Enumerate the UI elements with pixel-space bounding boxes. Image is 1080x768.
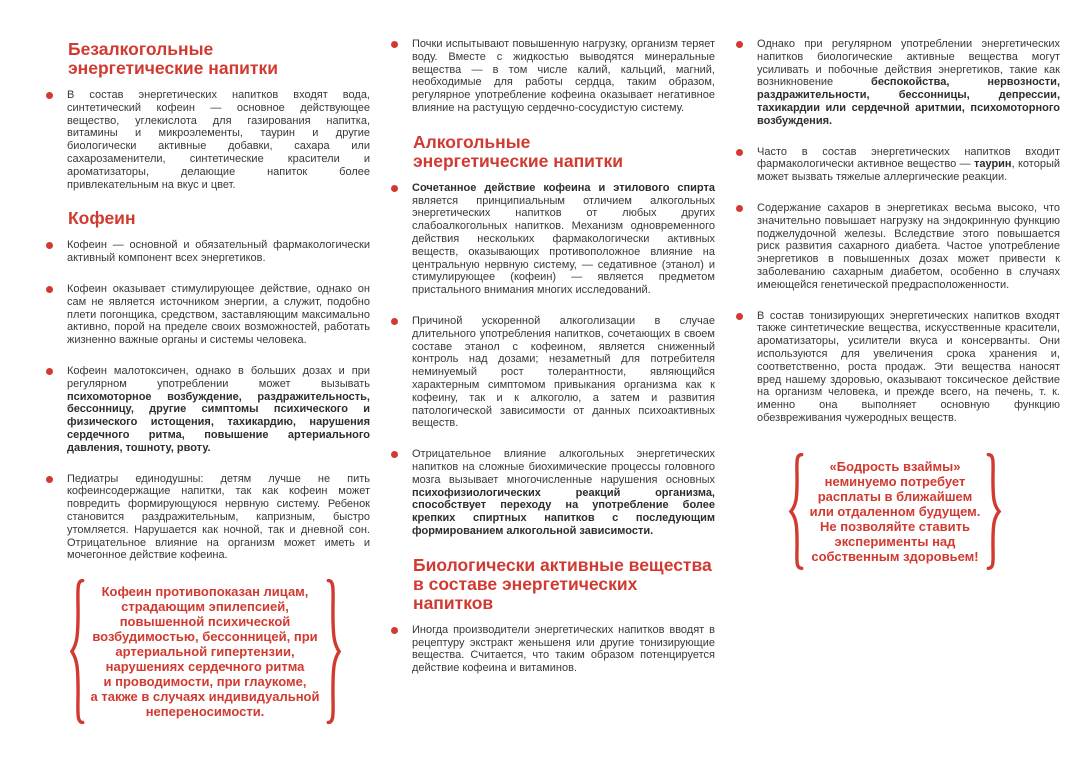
bullet-paragraph [730,202,1060,292]
callout-text: Кофеин противопоказан лицам, страдающим эпилепсией, повышенной психической возбудимостью, бессонницей, при артериальной гипертензии, нарушениях сердечного ритма и проводимости, при глаукоме, а также в случаях индивидуальной непереносимости. [90,584,320,720]
paragraph-text [757,146,1060,184]
callout-text: «Бодрость взаймы» неминуемо потребует расплаты в ближайшем или отдаленном будущем. Не позволяйте ставить эксперименты над собственным здоровьем! [809,458,981,564]
red-dot-icon [736,41,743,48]
paragraph-run: Кофеин — основной и обязательный фармакологически активный компонент всех энергетиков. [67,239,370,265]
red-dot-icon [391,627,398,634]
bullet-paragraph [385,624,715,675]
curly-brace-icon [68,576,85,727]
red-dot-icon [736,205,743,212]
paragraph-bold-run: таурин [973,158,1012,171]
paragraph-run: Однако при регулярном употреблении энергетических напитков биологические активные вещества могут усиливать и побочные действия энергетиков, такие как возникновение [757,38,1060,89]
bullet-paragraph [730,146,1060,184]
paragraph-bold-run: психофизиологических реакций организма, способствует переходу на употребление более крепких спиртных напитков с последующим формированием алкогольной зависимости. [412,486,715,537]
red-dot-icon [736,313,743,320]
red-dot-icon [391,318,398,325]
paragraph-run: Отрицательное влияние алкогольных энергетических напитков на сложные биохимические процессы головного мозга вызывает многочисленные нарушения основных [412,448,715,486]
paragraph-run: Кофеин оказывает стимулирующее действие, однако он сам не является источником энергии, а служит, подобно плети погонщика, средством, заставляющим максимально активно, порой на пределе своих возможностей, работать жизненно важные органы и системы человека. [67,282,370,347]
red-dot-icon [46,476,53,483]
paragraph-text [412,182,715,297]
red-dot-icon [46,92,53,99]
section-heading: Безалкогольные энергетические напитки [68,39,278,78]
red-dot-icon [391,451,398,458]
paragraph-run: Кофеин малотоксичен, однако в больших дозах и при регулярном употреблении может вызывать [67,364,370,390]
bullet-paragraph [40,239,370,265]
paragraph-run: Иногда производители энергетических напитков вводят в рецептуру экстракт женьшеня или другие тонизирующие вещества. Считается, что таким образом потенцируется действие кофеина и витаминов. [412,623,715,675]
paragraph-text [412,38,715,115]
paragraph-text [412,315,715,430]
paragraph-text [67,283,370,347]
red-dot-icon [391,185,398,192]
bullet-paragraph [40,89,370,191]
red-dot-icon [736,149,743,156]
section-heading: Кофеин [68,208,136,229]
paragraph-text [67,239,370,265]
paragraph-text [67,89,370,191]
paragraph-text [412,448,715,538]
curly-brace-icon [986,451,1003,572]
callout-box [730,455,1060,568]
red-dot-icon [46,286,53,293]
paragraph-bold-run: психомоторное возбуждение, раздражительность, бессонницу, другие симптомы психического и физического истощения, тахикардию, нарушения сердечного ритма, повышение артериального давления, тошноту, рвоту. [67,390,370,454]
bullet-paragraph [40,365,370,455]
section-heading: Алкогольные энергетические напитки [413,131,623,171]
bullet-paragraph [40,283,370,347]
paragraph-text [757,38,1060,128]
bullet-paragraph [385,182,715,297]
paragraph-run: является принципиальным отличием алкогольных энергетических напитков от любых других слабоалкогольных напитков. Механизм одновременного действия нескольких фармакологически активных веществ, оказывающих противоположное влияние на центральную нервную систему, — седативное (этанол) и стимулирующее (кофеин) — является предметом пристального внимания многих исследований. [412,194,715,297]
paragraph-run: В состав тонизирующих энергетических напитков входят также синтетические вещества, искусственные красители, ароматизаторы, усилители вкуса и консерванты. Они используются для увеличения срока хранения и, соответственно, роста продаж. Эти вещества наносят вред нашему здоровью, оказывают токсическое действие на организм человека, и прежде всего, на печень, т. к. именно она выполняет основную функцию обезвреживания чужеродных веществ. [757,309,1060,424]
bullet-paragraph [40,473,370,563]
paragraph-run: Причиной ускоренной алкоголизации в случае длительного употребления напитков, сочетающих в своем составе этанол с кофеином, является сниженный контроль над дозами; незаметный для потребителя неминуемый рост толерантности, являющийся характерным симптомом привыкания организма как к кофеину, так и к алкоголю, а затем и развития патологической зависимости от данных психоактивных веществ. [412,314,715,430]
section-heading: Биологически активные вещества в составе энергетических напитков [413,554,712,613]
curly-brace-icon [326,576,343,727]
paragraph-run: Почки испытывают повышенную нагрузку, организм теряет воду. Вместе с жидкостью выводятся минеральные вещества — в том числе калий, кальций, магний, необходимые для работы сердца, таким образом, регулярное употребление кофеина оказывает негативное влияние на растущую сердечно-сосудистую систему. [412,38,715,114]
paragraph-text [757,310,1060,425]
paragraph-run: Содержание сахаров в энергетиках весьма высоко, что значительно повышает нагрузку на эндокринную функцию поджелудочной железы. Вследствие этого повышается риск развития сахарного диабета. Частое употребление энергетиков в повышенных дозах может привести к заболеванию сахарным диабетом, особенно в случаях имеющейся генетической предрасположенности. [757,201,1060,291]
paragraph-text [757,202,1060,292]
paragraph-run: , который может вызвать тяжелые аллергические реакции. [757,158,1060,184]
paragraph-text [67,473,370,563]
brochure-column-right [730,38,1060,723]
brochure-columns [40,38,1060,723]
red-dot-icon [46,368,53,375]
brochure-column-middle [385,38,715,723]
curly-brace-icon [787,451,804,572]
paragraph-run: В состав энергетических напитков входят вода, синтетический кофеин — основное действующее вещество, углекислота для газирования напитка, витамины и микроэлементы, таурин и другие биологически активные добавки, сахара или сахарозаменители, синтетические красители и ароматизаторы, делающие напиток более привлекательным на вкус и цвет. [67,89,370,191]
bullet-paragraph [730,310,1060,425]
red-dot-icon [46,242,53,249]
paragraph-bold-run: беспокойства, нервозности, раздражительности, бессонницы, депрессии, тахикардии или сердечной аритмии, психомоторного возбуждения. [757,76,1060,127]
callout-box [40,580,370,723]
bullet-paragraph [385,315,715,430]
paragraph-text [67,365,370,455]
paragraph-run: Педиатры единодушны: детям лучше не пить кофеинсодержащие напитки, так как кофеин может повредить формирующуюся нервную систему. Ребенок становится раздражительным, капризным, быстро утомляется. Нарушается как ночной, так и дневной сон. Отрицательное влияние на организм может иметь и мочегонное действие кофеина. [67,472,370,562]
bullet-paragraph [730,38,1060,128]
paragraph-run: Часто в состав энергетических напитков входит фармакологически активное вещество — [757,145,1060,171]
paragraph-bold-run: Сочетанное действие кофеина и этилового спирта [412,181,715,194]
red-dot-icon [391,41,398,48]
bullet-paragraph [385,448,715,538]
brochure-column-left [40,38,370,723]
bullet-paragraph [385,38,715,115]
paragraph-text [412,624,715,675]
